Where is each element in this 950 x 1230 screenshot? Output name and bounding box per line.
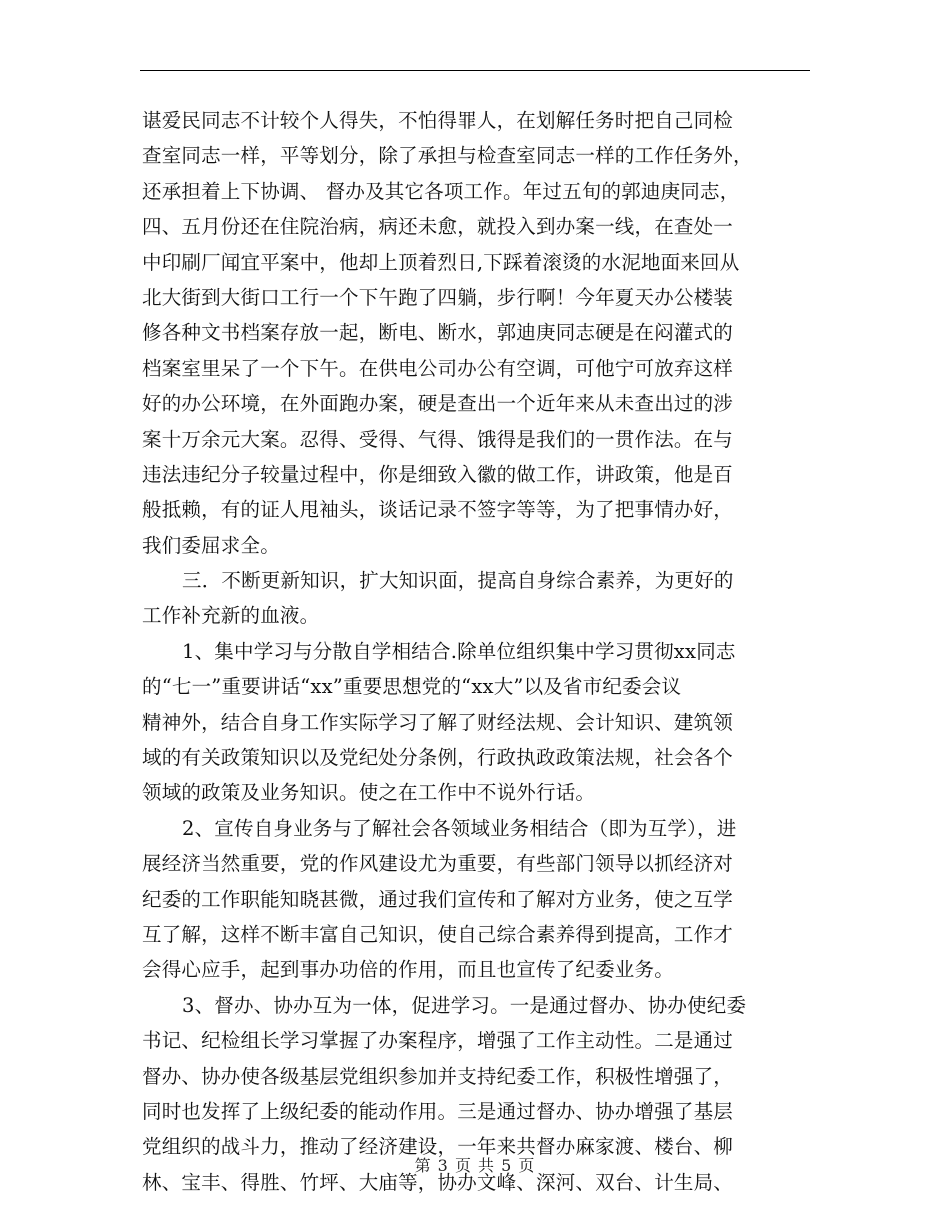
text-line: 好的办公环境，在外面跑办案，硬是查出一个近年来从未查出过的涉 <box>142 392 734 416</box>
text-line: 督办、协办使各级基层党组织参加并支持纪委工作，积极性增强了， <box>142 1064 734 1088</box>
document-body <box>142 103 810 1200</box>
text-line: 我们委屈求全。 <box>142 533 280 557</box>
text-line: 案十万余元大案。忍得、受得、气得、饿得是我们的一贯作法。在与 <box>142 427 734 451</box>
text-line: 精神外，结合自身工作实际学习了解了财经法规、会计知识、建筑领 <box>142 710 734 734</box>
header-rule <box>140 70 810 71</box>
text-line: 般抵赖，有的证人甩袖头，谈话记录不签字等等，为了把事情办好， <box>142 498 734 522</box>
text-line: 还承担着上下协调、 督办及其它各项工作。年过五旬的郭迪庚同志， <box>142 179 740 203</box>
text-line: 北大街到大街口工行一个下午跑了四躺，步行啊！今年夏天办公楼装 <box>142 285 734 309</box>
paragraph-first-line: 三．不断更新知识，扩大知识面，提高自身综合素养，为更好的 <box>182 569 734 593</box>
text-line: 工作补充新的血液。 <box>142 604 320 628</box>
text-line: 会得心应手，起到事办功倍的作用，而且也宣传了纪委业务。 <box>142 958 674 982</box>
text-line: 党组织的战斗力，推动了经济建设，一年来共督办麻家渡、楼台、柳 <box>142 1135 734 1159</box>
text-line: 林、宝丰、得胜、竹坪、大庙等，协办文峰、深河、双台、计生局、 <box>142 1170 734 1194</box>
text-line: 查室同志一样，平等划分，除了承担与检查室同志一样的工作任务外， <box>142 144 753 168</box>
text-line: 违法违纪分子较量过程中，你是细致入徽的做工作，讲政策，他是百 <box>142 462 734 486</box>
text-line: 谌爱民同志不计较个人得失，不怕得罪人，在划解任务时把自己同检 <box>142 109 734 132</box>
text-line: 中印刷厂闻宜平案中，他却上顶着烈日,下踩着滚烫的水泥地面来回从 <box>142 250 740 274</box>
text-line: 展经济当然重要，党的作风建设尤为重要，有些部门领导以抓经济对 <box>142 852 734 876</box>
text-line: 书记、纪检组长学习掌握了办案程序，增强了工作主动性。二是通过 <box>142 1029 734 1053</box>
text-line: 领域的政策及业务知识。使之在工作中不说外行话。 <box>142 781 596 805</box>
text-line: 四、五月份还在住院治病，病还未愈，就投入到办案一线，在查处一 <box>142 215 734 239</box>
paragraph-first-line: 1、集中学习与分散自学相结合.除单位组织集中学习贯彻xx同志 <box>182 639 736 663</box>
text-line: 互了解，这样不断丰富自己知识，使自己综合素养得到提高，工作才 <box>142 922 734 946</box>
text-line: 域的有关政策知识以及党纪处分条例，行政执政政策法规，社会各个 <box>142 746 734 770</box>
text-line: 修各种文书档案存放一起，断电、断水，郭迪庚同志硬是在闷灌式的 <box>142 321 734 345</box>
text-line: 档案室里呆了一个下午。在供电公司办公有空调，可他宁可放弃这样 <box>142 356 734 380</box>
paragraph-first-line: 2、宣传自身业务与了解社会各领域业务相结合（即为互学），进 <box>182 816 737 840</box>
text-line: 纪委的工作职能知晓甚微，通过我们宣传和了解对方业务，使之互学 <box>142 887 734 911</box>
page-number: 第 3 页 共 5 页 <box>414 1156 536 1175</box>
paragraph-first-line: 3、督办、协办互为一体，促进学习。一是通过督办、协办使纪委 <box>182 993 747 1017</box>
text-line: 的“七一”重要讲话“xx”重要思想党的“xx大”以及省市纪委会议 <box>142 675 682 699</box>
text-line: 同时也发挥了上级纪委的能动作用。三是通过督办、协办增强了基层 <box>142 1099 734 1123</box>
